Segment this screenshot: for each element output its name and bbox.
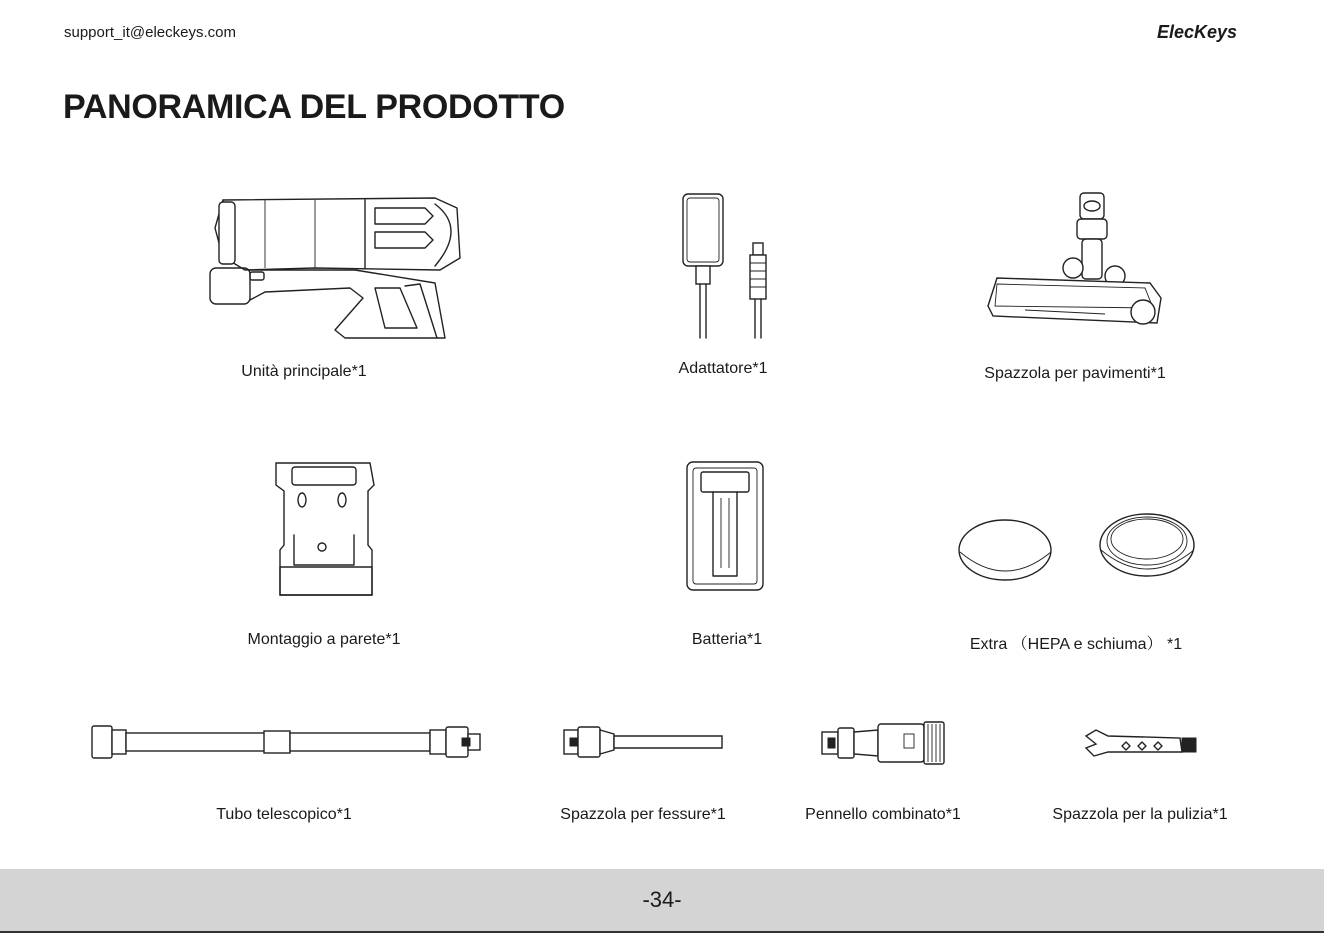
wall-mount-icon xyxy=(270,455,380,600)
item-label: Montaggio a parete*1 xyxy=(247,631,401,648)
item-label: Batteria*1 xyxy=(691,631,763,648)
item-label: Spazzola per la pulizia*1 xyxy=(1052,806,1228,823)
cleaning-brush-icon xyxy=(1082,726,1202,760)
item-label: Tubo telescopico*1 xyxy=(216,806,352,823)
adapter-icon xyxy=(678,188,778,343)
battery-icon xyxy=(683,458,768,593)
page-title: PANORAMICA DEL PRODOTTO xyxy=(63,88,565,126)
item-label: Pennello combinato*1 xyxy=(805,806,961,823)
combination-brush-icon xyxy=(820,718,950,766)
telescopic-tube-icon xyxy=(90,720,485,765)
page-footer xyxy=(0,869,1324,933)
item-label: Extra （HEPA e schiuma） *1 xyxy=(969,636,1183,653)
brand-logo: ElecKeys xyxy=(1156,22,1237,42)
page-number: -34- xyxy=(642,887,682,912)
crevice-brush-icon xyxy=(562,722,727,762)
item-label: Spazzola per fessure*1 xyxy=(560,806,726,823)
item-label: Adattatore*1 xyxy=(678,360,768,377)
hepa-foam-filter-icon xyxy=(955,510,1200,585)
floor-brush-icon xyxy=(985,188,1165,333)
vacuum-main-unit-icon xyxy=(205,188,475,348)
item-label: Spazzola per pavimenti*1 xyxy=(984,365,1166,382)
header-email: support_it@eleckeys.com xyxy=(64,24,236,41)
item-label: Unità principale*1 xyxy=(241,363,367,380)
